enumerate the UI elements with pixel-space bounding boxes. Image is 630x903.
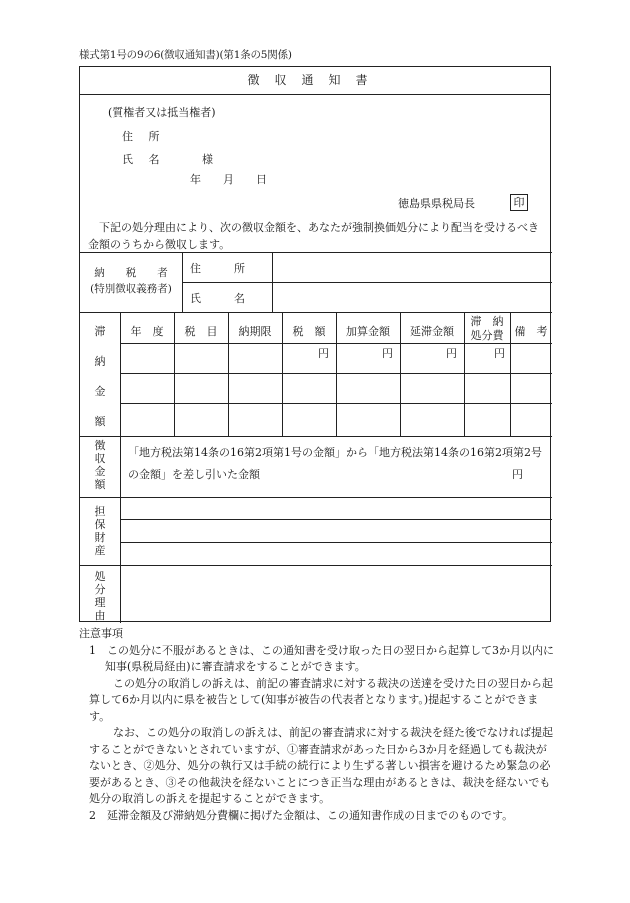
security-label-text: 担保財産: [94, 505, 106, 557]
collection-label: [80, 439, 120, 491]
header-tax-amount: 税 額: [292, 325, 326, 338]
divider: [80, 252, 552, 253]
collection-yen-unit: 円: [512, 468, 523, 481]
delinquent-label-char: 納: [94, 355, 106, 368]
divider: [120, 373, 552, 374]
divider: [120, 343, 552, 344]
name-label: 氏 名: [122, 153, 166, 166]
header-due-date: 納期限: [238, 325, 272, 338]
collection-label-text: 徴収金額: [94, 439, 106, 491]
delinquent-label-char: 金: [94, 385, 106, 398]
notice-body-text: 下記の処分理由により、次の徴収金額を、あなたが強制換価処分により配当を受けるべき金額のうちから徴収します。: [88, 221, 539, 251]
divider: [80, 497, 552, 498]
delinquent-label-char: 滞: [94, 325, 106, 338]
taxpayer-address-label: 住 所: [190, 262, 245, 275]
form-title: 徴収通知書: [80, 67, 550, 95]
divider: [120, 403, 552, 404]
special-collector-label: (特別徴収義務者): [90, 283, 172, 295]
note-text: この処分に不服があるときは、この通知書を受け取った日の翌日から起算して3か月以内に知事(県税局経由)に審査請求をすることができます。: [105, 643, 554, 673]
note-text: 延滞金額及び滞納処分費欄に掲げた金額は、この通知書作成の日までのものです。: [107, 808, 514, 822]
divider: [80, 565, 552, 566]
pledgee-label: (質権者又は抵当権者): [108, 106, 216, 119]
collection-text-line2: の金額」を差し引いた金額: [128, 468, 260, 481]
note-item-1-sub-2: なお、この処分の取消しの訴えは、前記の審査請求に対する裁決を経た後でなければ提起することができないとされていますが、①審査請求があった日から3か月を経過しても裁決がないとき、②処分、処分の執行又は手続の続行により生ずる著しい損害を避けるため緊急の必要があるとき、③その他裁決を経ないことにつき正当な理由があるときは、裁決を経ないでも処分の取消しの訴えを提起することができます。: [89, 726, 553, 805]
divider: [182, 282, 552, 283]
delinquent-label-char: 額: [94, 415, 106, 428]
taxpayer-label: 納 税 者: [94, 267, 168, 279]
divider: [120, 565, 121, 623]
yen-unit: 円: [382, 347, 393, 360]
note-number: 2: [89, 808, 96, 822]
honorific: 様: [202, 153, 213, 166]
seal-mark: [510, 194, 528, 211]
header-additional-amount: 加算金額: [346, 325, 390, 338]
notice-form: [79, 66, 551, 622]
address-label: 住 所: [122, 130, 166, 143]
header-tax-item: 税 目: [184, 325, 218, 338]
note-number: 1: [89, 643, 96, 657]
reason-label-text: 処分理由: [94, 570, 106, 622]
issue-date: 年 月 日: [190, 173, 267, 186]
note-item-1: [79, 643, 554, 676]
taxpayer-name-label: 氏 名: [190, 292, 245, 305]
note-item-1-sub-1: この処分の取消しの訴えは、前記の審査請求に対する裁決の送達を受けた日の翌日から起算して6か月以内に県を被告として(知事が被告の代表者となります。)提起することができます。: [89, 676, 553, 723]
note-item-2: [79, 808, 554, 825]
yen-unit: 円: [446, 347, 457, 360]
issuer-name: 徳島県県税局長: [398, 197, 475, 210]
divider: [80, 312, 552, 313]
reason-label: [80, 570, 120, 622]
header-disposition-cost: 滞 納 処分費: [470, 315, 504, 342]
collection-text-line1: 「地方税法第14条の16第2項第1号の金額」から「地方税法第14条の16第2項第2号: [128, 446, 542, 459]
header-remarks: 備 考: [514, 325, 548, 338]
divider: [120, 497, 121, 565]
divider: [80, 436, 552, 437]
divider: [120, 436, 121, 497]
divider: [120, 542, 552, 543]
security-label: [80, 505, 120, 557]
seal-text: 印: [510, 194, 528, 211]
header-late-amount: 延滞金額: [410, 325, 454, 338]
divider: [120, 519, 552, 520]
notes-heading: 注意事項: [79, 627, 123, 640]
yen-unit: 円: [494, 347, 505, 360]
form-number-label: 様式第1号の9の6(徴収通知書)(第1条の5関係): [79, 49, 292, 61]
notes-section: [79, 626, 554, 824]
yen-unit: 円: [318, 347, 329, 360]
header-fiscal-year: 年 度: [130, 325, 164, 338]
